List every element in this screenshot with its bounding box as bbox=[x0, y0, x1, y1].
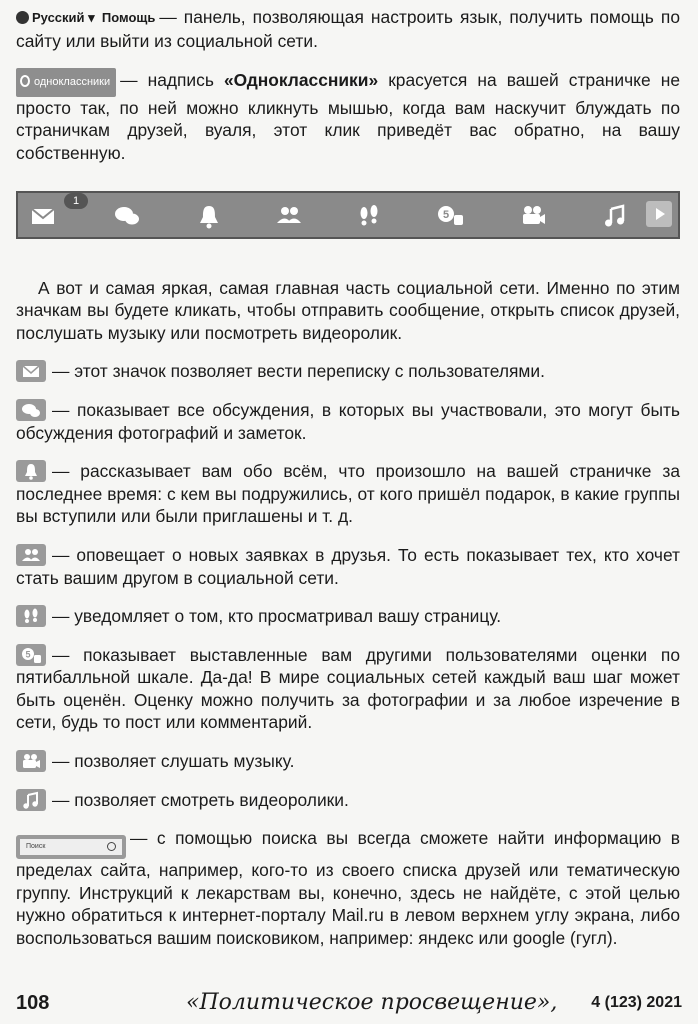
message-count-badge: 1 bbox=[64, 193, 88, 209]
rating-icon bbox=[436, 201, 466, 231]
discussions-icon bbox=[112, 201, 142, 231]
para-ok-text-a: — надпись bbox=[120, 70, 224, 91]
mail-icon bbox=[16, 360, 46, 382]
ok-logo-icon bbox=[20, 75, 30, 87]
search-input-sample bbox=[16, 835, 126, 859]
ok-toolbar bbox=[16, 191, 680, 239]
para-panel bbox=[16, 6, 680, 52]
language-help-panel bbox=[16, 7, 155, 30]
svg-text:5: 5 bbox=[25, 649, 31, 660]
para-discussions-text: — показывает все обсуждения, в которых вы участвовали, это могут быть обсуждения фотографий и заметок. bbox=[16, 399, 680, 443]
para-music bbox=[16, 750, 680, 773]
para-ratings bbox=[16, 644, 680, 734]
journal-title: «Политическое просвещение», bbox=[186, 990, 558, 1015]
para-discussions bbox=[16, 399, 680, 444]
para-ratings-text: — показывает выставленные вам другими пользователями оценки по пятибалльной шкале. Да-да! В мире социальных сетей каждый ваш шаг может быть оценён. Оценку можно получить за фотографии и за любое изречение в сети, будь то пост или комментарий. bbox=[16, 644, 680, 733]
friends-icon bbox=[274, 201, 304, 231]
para-music-text: — позволяет слушать музыку. bbox=[52, 751, 295, 772]
para-panel-text: — панель, позволяющая настроить язык, получить помощь по сайту или выйти из социальной сети. bbox=[16, 7, 680, 51]
para-guests-text: — уведомляет о том, кто просматривал вашу страницу. bbox=[52, 606, 502, 627]
music-note-icon bbox=[16, 789, 46, 811]
mail-icon bbox=[30, 201, 60, 231]
search-placeholder: Поиск bbox=[26, 843, 46, 851]
play-icon bbox=[644, 199, 674, 229]
friends-icon bbox=[16, 544, 46, 566]
para-search bbox=[16, 827, 680, 949]
footprints-icon bbox=[16, 605, 46, 627]
search-icon bbox=[107, 842, 116, 851]
ok-logo-badge bbox=[16, 68, 116, 97]
para-search-text: — с помощью поиска вы всегда сможете найти информацию в пределах сайта, например, кого-то из своего списка друзей или тематическую группу. Инструкций к лекарствам вы, конечно, здесь не найдёте, с этой целью нужно обратиться к интернет-порталу Mail.ru в левом верхнем углу экрана, либо воспользоваться вашим поисковиком, например: яндекс или google (гугл). bbox=[16, 828, 680, 949]
music-note-icon bbox=[600, 201, 630, 231]
rating-icon bbox=[16, 644, 46, 666]
para-mail bbox=[16, 360, 680, 383]
bell-icon bbox=[194, 201, 224, 231]
para-alerts-text: — рассказывает вам обо всём, что произошло на вашей страничке за последнее время: с кем вы подружились, от кого пришёл подарок, в какие группы вы вступили или были приглашены и т. д. bbox=[16, 461, 680, 527]
svg-text:5: 5 bbox=[443, 208, 450, 221]
bell-icon bbox=[16, 460, 46, 482]
para-ok-text-b: красуется на вашей страничке не просто так, по ней можно кликнуть мышью, когда вам наскучит блуждать по страничкам друзей, вуаля, этот клик приведёт вас обратно, на вашу собственную. bbox=[16, 70, 680, 163]
ok-logo-label: одноклассники bbox=[34, 76, 111, 89]
issue-number: 4 (123) 2021 bbox=[591, 994, 682, 1011]
video-camera-icon bbox=[16, 750, 46, 772]
help-label: Помощь bbox=[101, 10, 156, 25]
para-friends-text: — оповещает о новых заявках в друзья. То есть показывает тех, кто хочет стать вашим другом в социальной сети. bbox=[16, 544, 680, 588]
globe-icon bbox=[16, 11, 29, 24]
para-intro: А вот и самая яркая, самая главная часть социальной сети. Именно по этим значкам вы будете кликать, чтобы отправить сообщение, открыть список друзей, послушать музыку или посмотреть видеоролик. bbox=[16, 277, 680, 343]
page-number: 108 bbox=[16, 992, 50, 1014]
para-ok bbox=[16, 68, 680, 164]
video-camera-icon bbox=[518, 201, 548, 231]
para-video-text: — позволяет смотреть видеоролики. bbox=[52, 789, 349, 810]
para-video bbox=[16, 789, 680, 812]
para-mail-text: — этот значок позволяет вести переписку с пользователями. bbox=[52, 361, 545, 382]
para-ok-bold: «Одноклассники» bbox=[223, 70, 379, 91]
article-body bbox=[16, 6, 680, 950]
para-guests bbox=[16, 605, 680, 628]
discussions-icon bbox=[16, 399, 46, 421]
language-label: Русский ▾ bbox=[32, 10, 95, 25]
para-alerts bbox=[16, 460, 680, 528]
para-friends bbox=[16, 544, 680, 589]
page-footer bbox=[16, 992, 682, 1020]
footprints-icon bbox=[354, 201, 384, 231]
